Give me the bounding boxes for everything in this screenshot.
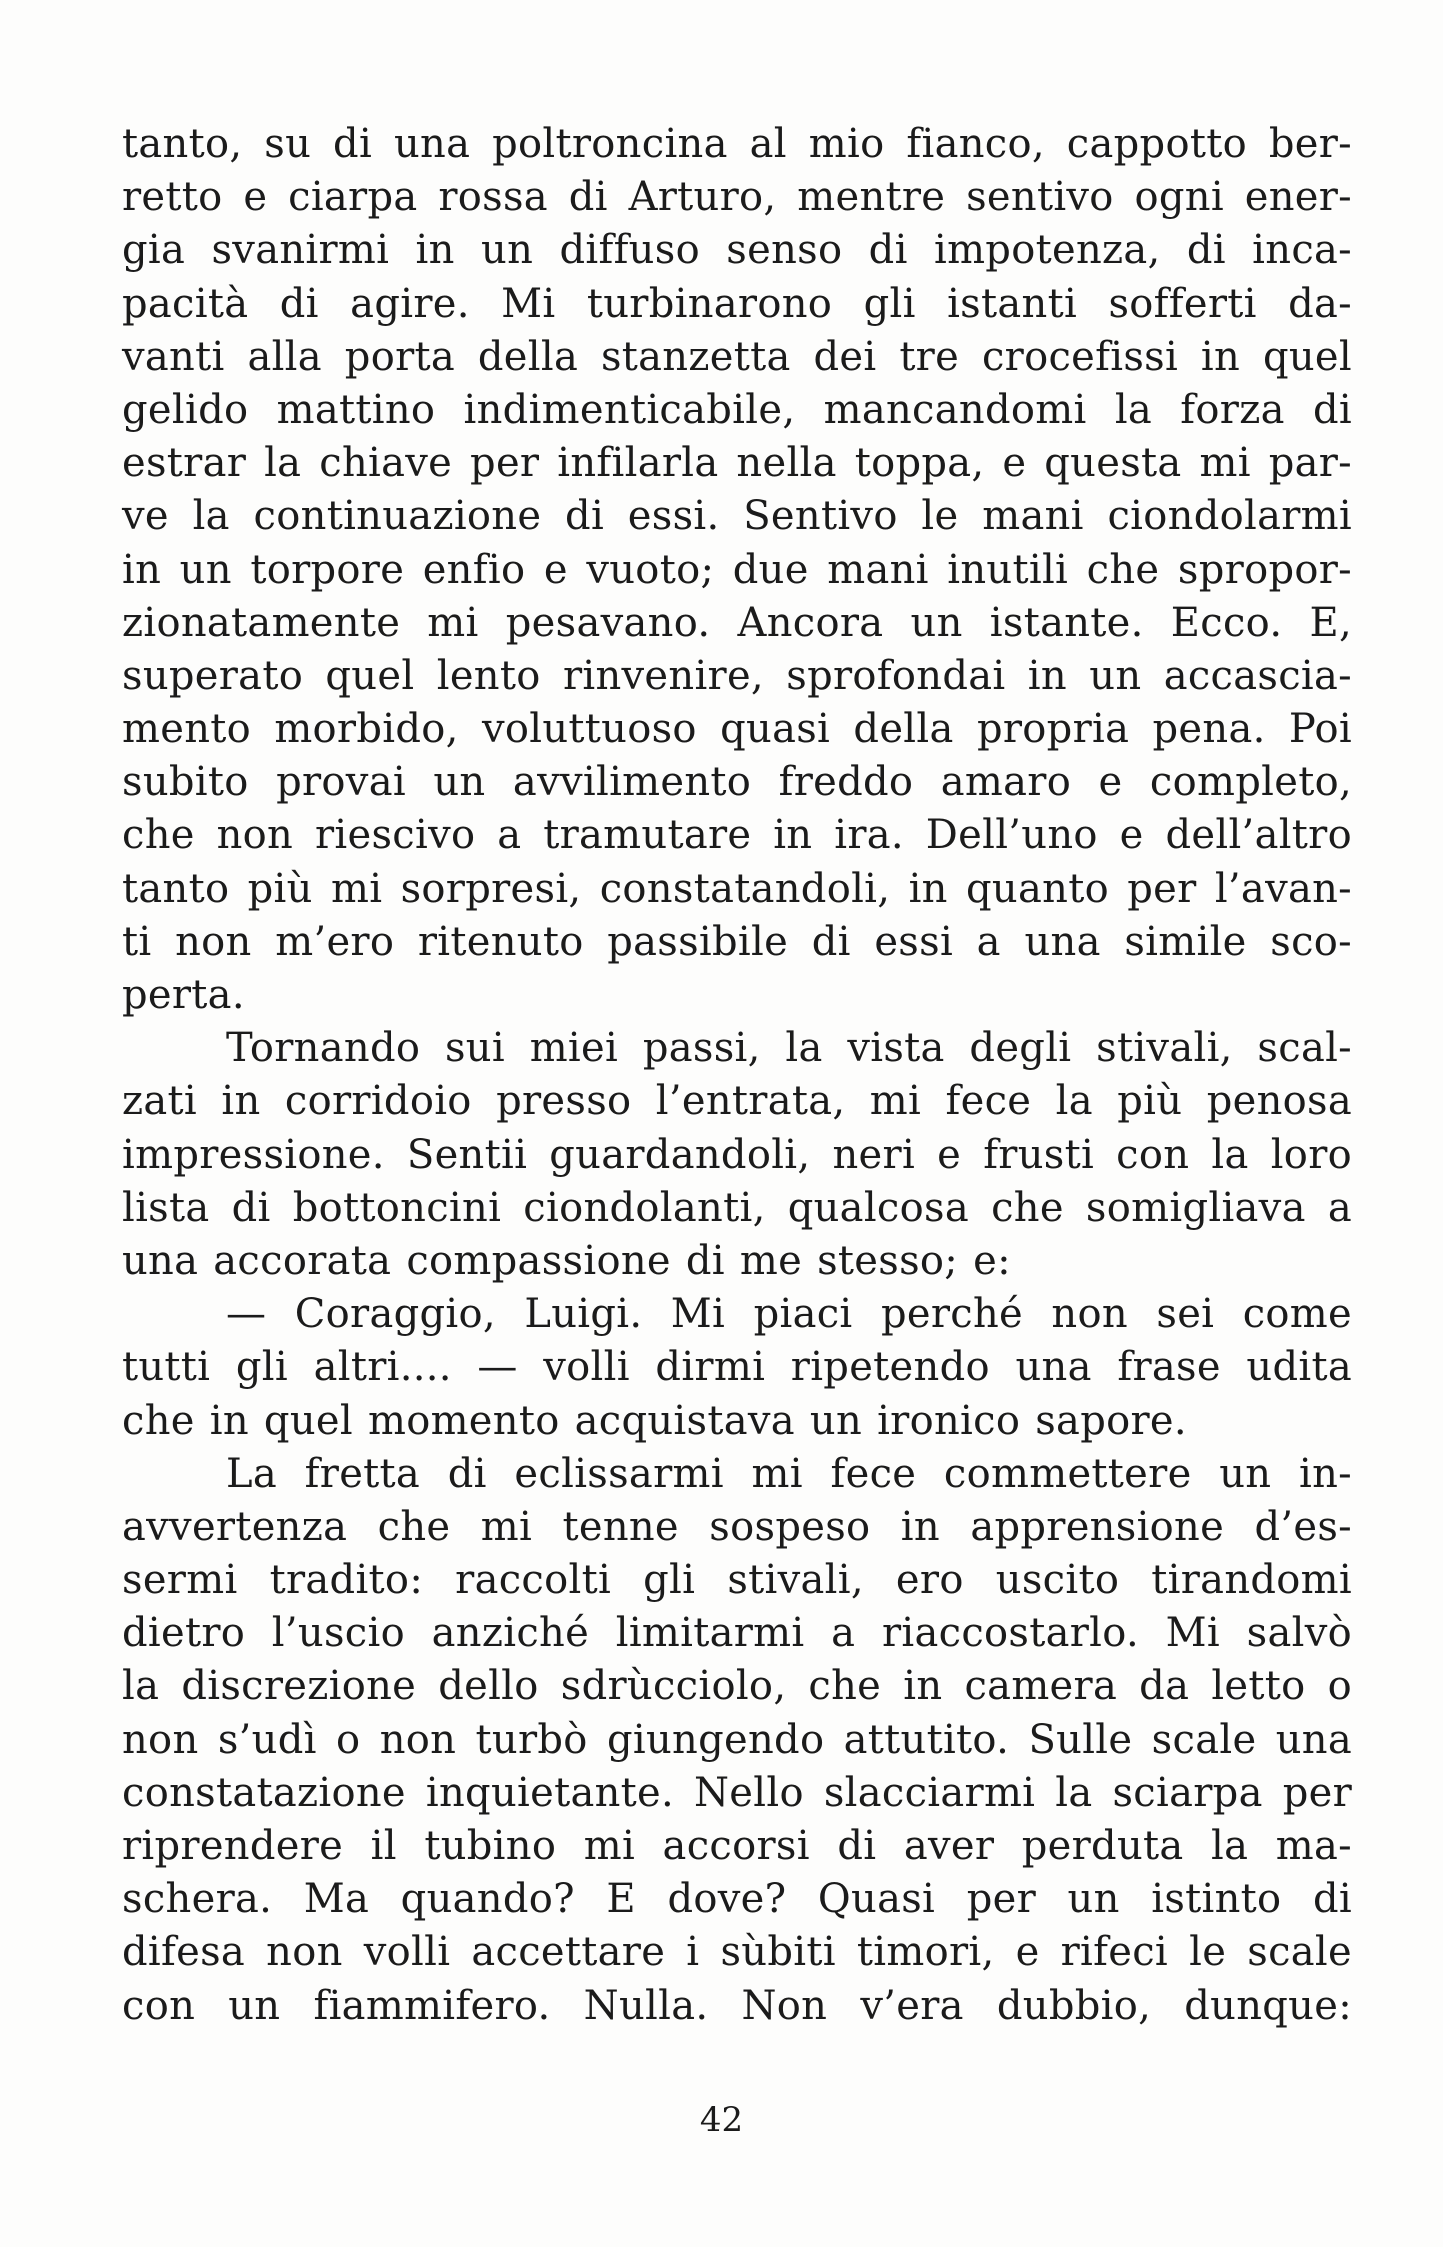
text-line: con un fiammifero. Nulla. Non v’era dubbio, dunque: bbox=[122, 1982, 1352, 2029]
text-line: avvertenza che mi tenne sospeso in apprensione d’es- bbox=[122, 1503, 1352, 1550]
text-line: che non riescivo a tramutare in ira. Dell’uno e dell’altro bbox=[122, 812, 1352, 859]
text-line: constatazione inquietante. Nello slacciarmi la sciarpa per bbox=[122, 1769, 1352, 1816]
text-line: perta. bbox=[122, 972, 245, 1018]
text-line: gia svanirmi in un diffuso senso di impotenza, di inca- bbox=[122, 227, 1352, 274]
text-line: superato quel lento rinvenire, sprofondai in un accascia- bbox=[122, 652, 1352, 699]
text-line: tutti gli altri.... — volli dirmi ripetendo una frase udita bbox=[122, 1344, 1352, 1391]
text-line: ve la continuazione di essi. Sentivo le mani ciondolarmi bbox=[122, 493, 1352, 540]
text-line: difesa non volli accettare i sùbiti timori, e rifeci le scale bbox=[122, 1929, 1352, 1976]
text-line: una accorata compassione di me stesso; e: bbox=[122, 1237, 1011, 1284]
text-line: gelido mattino indimenticabile, mancandomi la forza di bbox=[122, 386, 1352, 433]
text-line: subito provai un avvilimento freddo amaro e completo, bbox=[122, 759, 1352, 806]
text-line: che in quel momento acquistava un ironico sapore. bbox=[122, 1397, 1187, 1444]
text-line: schera. Ma quando? E dove? Quasi per un istinto di bbox=[122, 1876, 1352, 1923]
text-line: estrar la chiave per infilarla nella toppa, e questa mi par- bbox=[122, 440, 1352, 487]
text-line: riprendere il tubino mi accorsi di aver perduta la ma- bbox=[122, 1823, 1352, 1869]
text-line: mento morbido, voluttuoso quasi della propria pena. Poi bbox=[122, 706, 1352, 753]
text-line: tanto, su di una poltroncina al mio fianco, cappotto ber- bbox=[122, 121, 1352, 167]
text-line: la discrezione dello sdrùcciolo, che in camera da letto o bbox=[122, 1663, 1352, 1710]
text-line: lista di bottoncini ciondolanti, qualcosa che somigliava a bbox=[122, 1184, 1352, 1231]
text-line: ti non m’ero ritenuto passibile di essi a una simile sco- bbox=[122, 918, 1352, 965]
text-line: in un torpore enfio e vuoto; due mani inutili che spropor- bbox=[122, 546, 1352, 593]
text-line: zionatamente mi pesavano. Ancora un istante. Ecco. E, bbox=[122, 599, 1352, 646]
text-line: sermi tradito: raccolti gli stivali, ero uscito tirandomi bbox=[122, 1557, 1352, 1604]
text-line: — Coraggio, Luigi. Mi piaci perché non sei come bbox=[226, 1291, 1352, 1338]
text-line: zati in corridoio presso l’entrata, mi fece la più penosa bbox=[122, 1078, 1352, 1125]
text-line: retto e ciarpa rossa di Arturo, mentre sentivo ogni ener- bbox=[122, 174, 1352, 221]
page-number: 42 bbox=[699, 2100, 744, 2140]
text-line: Tornando sui miei passi, la vista degli stivali, scal- bbox=[226, 1025, 1352, 1072]
text-line: impressione. Sentii guardandoli, neri e frusti con la loro bbox=[122, 1131, 1352, 1178]
text-line: La fretta di eclissarmi mi fece commettere un in- bbox=[226, 1450, 1352, 1497]
text-line: tanto più mi sorpresi, constatandoli, in quanto per l’avan- bbox=[122, 865, 1352, 912]
text-line: pacità di agire. Mi turbinarono gli istanti sofferti da- bbox=[122, 280, 1352, 327]
text-line: non s’udì o non turbò giungendo attutito. Sulle scale una bbox=[122, 1716, 1352, 1763]
text-line: vanti alla porta della stanzetta dei tre crocefissi in quel bbox=[122, 333, 1352, 380]
text-line: dietro l’uscio anziché limitarmi a riaccostarlo. Mi salvò bbox=[122, 1610, 1352, 1657]
page-body-text bbox=[122, 118, 1352, 2033]
